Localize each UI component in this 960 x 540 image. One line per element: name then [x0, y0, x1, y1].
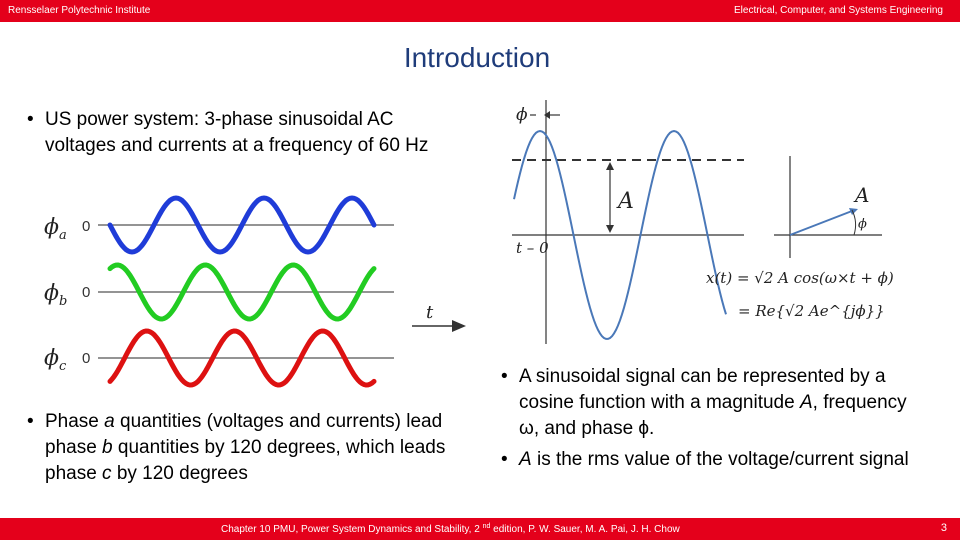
- sinusoid-figure: [500, 98, 920, 348]
- amplitude-label: A: [618, 189, 634, 214]
- bullet-sinusoid-representation: [501, 364, 921, 442]
- phase-b-symbol: $\phi_b$: [44, 281, 68, 309]
- phase-a-row: [44, 198, 394, 252]
- time-zero-label: t – 0: [516, 239, 549, 257]
- phase-a-symbol: $\phi_a$: [44, 215, 67, 243]
- phase-a-zero: 0: [82, 218, 91, 235]
- citation: Chapter 10 PMU, Power System Dynamics and Stability, 2 $^{nd}$ edition, P. W. Sauer, M. A. Pai, J. H. Chow: [221, 523, 680, 535]
- header-bar: [0, 0, 960, 22]
- page-number: 3: [940, 522, 947, 534]
- equation-re: = Re{√2 Ae^{jϕ}}: [738, 302, 885, 320]
- phase-b-row: [44, 265, 394, 319]
- phi-label: ϕ: [516, 105, 528, 125]
- bullet-dot: •: [501, 449, 508, 470]
- bullet-phase-order: [27, 409, 467, 487]
- phase-b-zero: 0: [82, 284, 91, 301]
- phasor-vector: [790, 211, 852, 235]
- bullet-dot: •: [27, 109, 34, 130]
- phasor-A-label: A: [855, 183, 870, 207]
- equation-cos: x(t) = √2 A cos(ω×t + ϕ): [706, 269, 894, 287]
- time-label: t: [426, 302, 434, 323]
- bullet-dot: •: [501, 366, 508, 387]
- slide-title: Introduction: [403, 42, 551, 73]
- bullet-text: A is the rms value of the voltage/current signal: [519, 449, 909, 470]
- bullet-us-power: [27, 107, 467, 159]
- department-label: Electrical, Computer, and Systems Engineering: [734, 5, 943, 16]
- phase-c-zero: 0: [82, 350, 91, 367]
- three-phase-figure: [30, 190, 470, 380]
- bullet-text: Phase a quantities (voltages and currents) lead phase b quantities by 120 degrees, which leads phase c by 120 degrees: [45, 411, 446, 484]
- phasor-phi-label: ϕ: [858, 217, 867, 232]
- amplitude-arrow-bottom: [606, 225, 614, 233]
- bullet-text: US power system: 3-phase sinusoidal AC voltages and currents at a frequency of 60 Hz: [45, 109, 429, 156]
- institution-label: Rensselaer Polytechnic Institute: [8, 5, 151, 16]
- bullet-text: A sinusoidal signal can be represented by a cosine function with a magnitude A, frequency ω, and phase ϕ.: [519, 366, 907, 439]
- phase-c-symbol: $\phi_c$: [44, 346, 67, 374]
- time-arrow-head: [452, 320, 466, 332]
- phase-c-row: [44, 331, 394, 385]
- amplitude-arrow-top: [606, 162, 614, 170]
- footer-bar: [0, 518, 960, 540]
- phi-arrowhead: [544, 111, 550, 119]
- bullet-rms: [501, 447, 921, 473]
- bullet-dot: •: [27, 411, 34, 432]
